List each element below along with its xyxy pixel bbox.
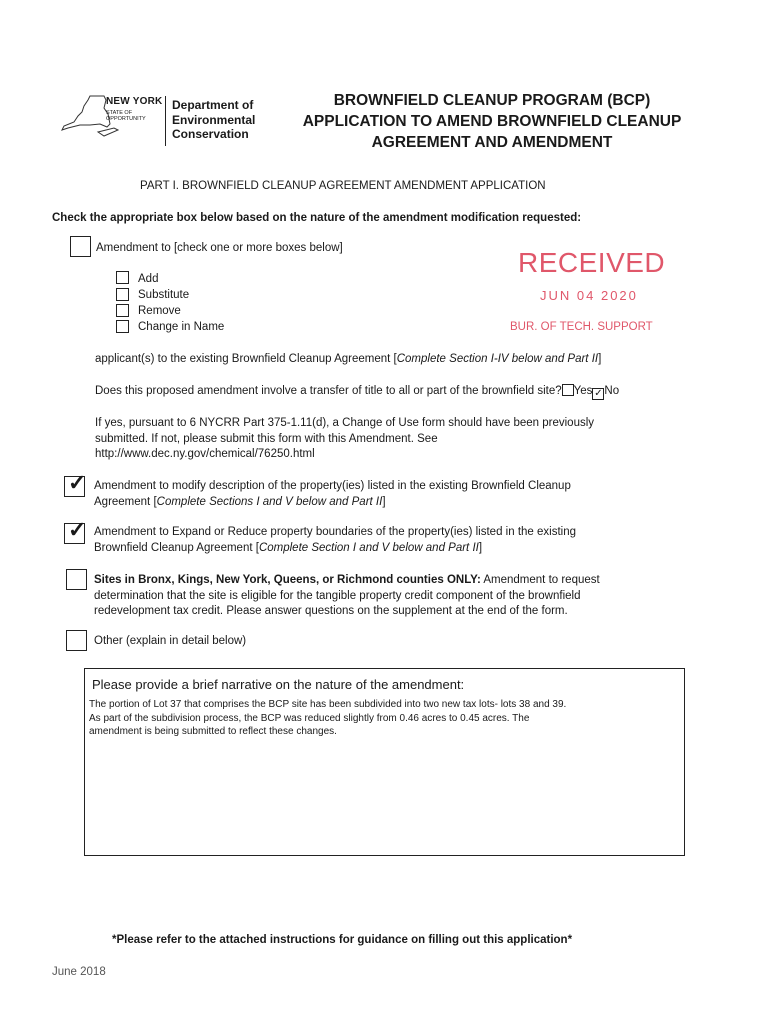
transfer-yes-label: Yes [573,385,593,397]
narrative-question: Please provide a brief narrative on the nature of the amendment: [92,677,465,692]
received-stamp-dept: BUR. OF TECH. SUPPORT [510,321,653,333]
nysdec-logo [60,94,270,154]
modify-description-checkbox[interactable] [64,470,87,497]
title-line-3: AGREEMENT AND AMENDMENT [371,134,613,151]
transfer-no-checkbox[interactable]: ✓ [594,388,603,399]
remove-checkbox[interactable] [116,304,129,317]
sites-line-2: determination that the site is eligible for the tangible property credit component of the brownfield [94,589,581,602]
substitute-label: Substitute [138,289,190,301]
dept-line-1: Department of [172,98,254,112]
applicant-italic: Complete Section I-IV below and Part II [396,353,599,365]
modify-italic: Complete Sections I and V below and Part II [156,495,383,508]
modify-line-1: Amendment to modify description of the property(ies) listed in the existing Brownfield Cleanup [94,480,571,492]
footer-note: *Please refer to the attached instructions for guidance on filling out this application* [112,934,573,946]
substitute-checkbox[interactable] [116,288,129,301]
expand-reduce-checkbox[interactable] [64,517,87,544]
if-yes-line-1: If yes, pursuant to 6 NYCRR Part 375-1.11(d), a Change of Use form should have been previously [95,417,595,429]
remove-label: Remove [138,305,181,317]
sites-nyc-checkbox[interactable] [66,569,87,590]
received-stamp-date: JUN 04 2020 [540,288,638,303]
logo-tagline: STATE OF OPPORTUNITY [106,110,146,122]
change-of-use-link[interactable]: http://www.dec.ny.gov/chemical/76250.html [95,448,315,460]
other-checkbox[interactable] [66,630,87,651]
expand-end: ] [478,541,483,554]
transfer-yes-checkbox[interactable] [562,384,574,396]
narrative-line-1: The portion of Lot 37 that comprises the BCP site has been subdivided into two new tax lots- lots 38 and 39. [89,699,567,710]
applicant-end: ] [598,353,602,365]
transfer-question: Does this proposed amendment involve a transfer of title to all or part of the brownfield site? [95,385,562,397]
sites-line-3: redevelopment tax credit. Please answer questions on the supplement at the end of the form. [94,605,568,617]
modify-end: ] [382,495,386,508]
sites-bold: Sites in Bronx, Kings, New York, Queens, or Richmond counties ONLY: [94,574,481,586]
sites-text [94,573,600,620]
received-stamp: RECEIVED [518,247,666,278]
part-heading: PART I. BROWNFIELD CLEANUP AGREEMENT AMENDMENT APPLICATION [140,180,546,192]
expand-line-2: Brownfield Cleanup Agreement [ [94,541,259,554]
applicant-text: applicant(s) to the existing Brownfield Cleanup Agreement [ [95,353,397,365]
logo-state-name: NEW YORK [106,96,163,107]
sites-line-1: Amendment to request [480,574,600,586]
other-label: Other (explain in detail below) [94,635,247,647]
if-yes-line-2: submitted. If not, please submit this form with this Amendment. See [95,432,438,445]
change-in-name-checkbox[interactable] [116,320,129,333]
expand-line-1: Amendment to Expand or Reduce property boundaries of the property(ies) listed in the existing [94,526,576,538]
narrative-line-3: amendment is being submitted to reflect these changes. [89,726,337,737]
form-date: June 2018 [52,966,106,978]
change-in-name-label: Change in Name [138,321,225,333]
dept-line-2: Environmental [172,112,256,127]
logo-department [172,98,255,142]
logo-divider [165,96,166,146]
applicant-line [95,352,601,368]
add-checkbox[interactable] [116,271,129,284]
instruction-text: Check the appropriate box below based on the nature of the amendment modification requested: [52,212,582,224]
expand-check-icon: ✓ [68,517,87,542]
document-title [272,90,712,153]
modify-text [94,479,571,510]
title-line-2: APPLICATION TO AMEND BROWNFIELD CLEANUP [302,113,682,130]
title-line-1: BROWNFIELD CLEANUP PROGRAM (BCP) [333,92,651,109]
narrative-box[interactable] [84,668,685,856]
amendment-to-checkbox[interactable] [70,236,91,257]
expand-italic: Complete Section I and V below and Part II [258,541,479,554]
transfer-no-label: No [604,385,620,397]
if-yes-block [95,416,594,463]
transfer-question-row [95,384,619,400]
modify-check-icon: ✓ [68,470,87,495]
modify-line-2: Agreement [ [94,495,157,508]
dept-line-3: Conservation [172,127,249,141]
add-label: Add [138,273,159,285]
expand-text [94,525,576,556]
amendment-to-label: Amendment to [check one or more boxes below] [96,242,343,254]
narrative-answer [89,698,681,739]
narrative-line-2: As part of the subdivision process, the BCP was reduced slightly from 0.46 acres to 0.45 acres. The [89,712,530,724]
